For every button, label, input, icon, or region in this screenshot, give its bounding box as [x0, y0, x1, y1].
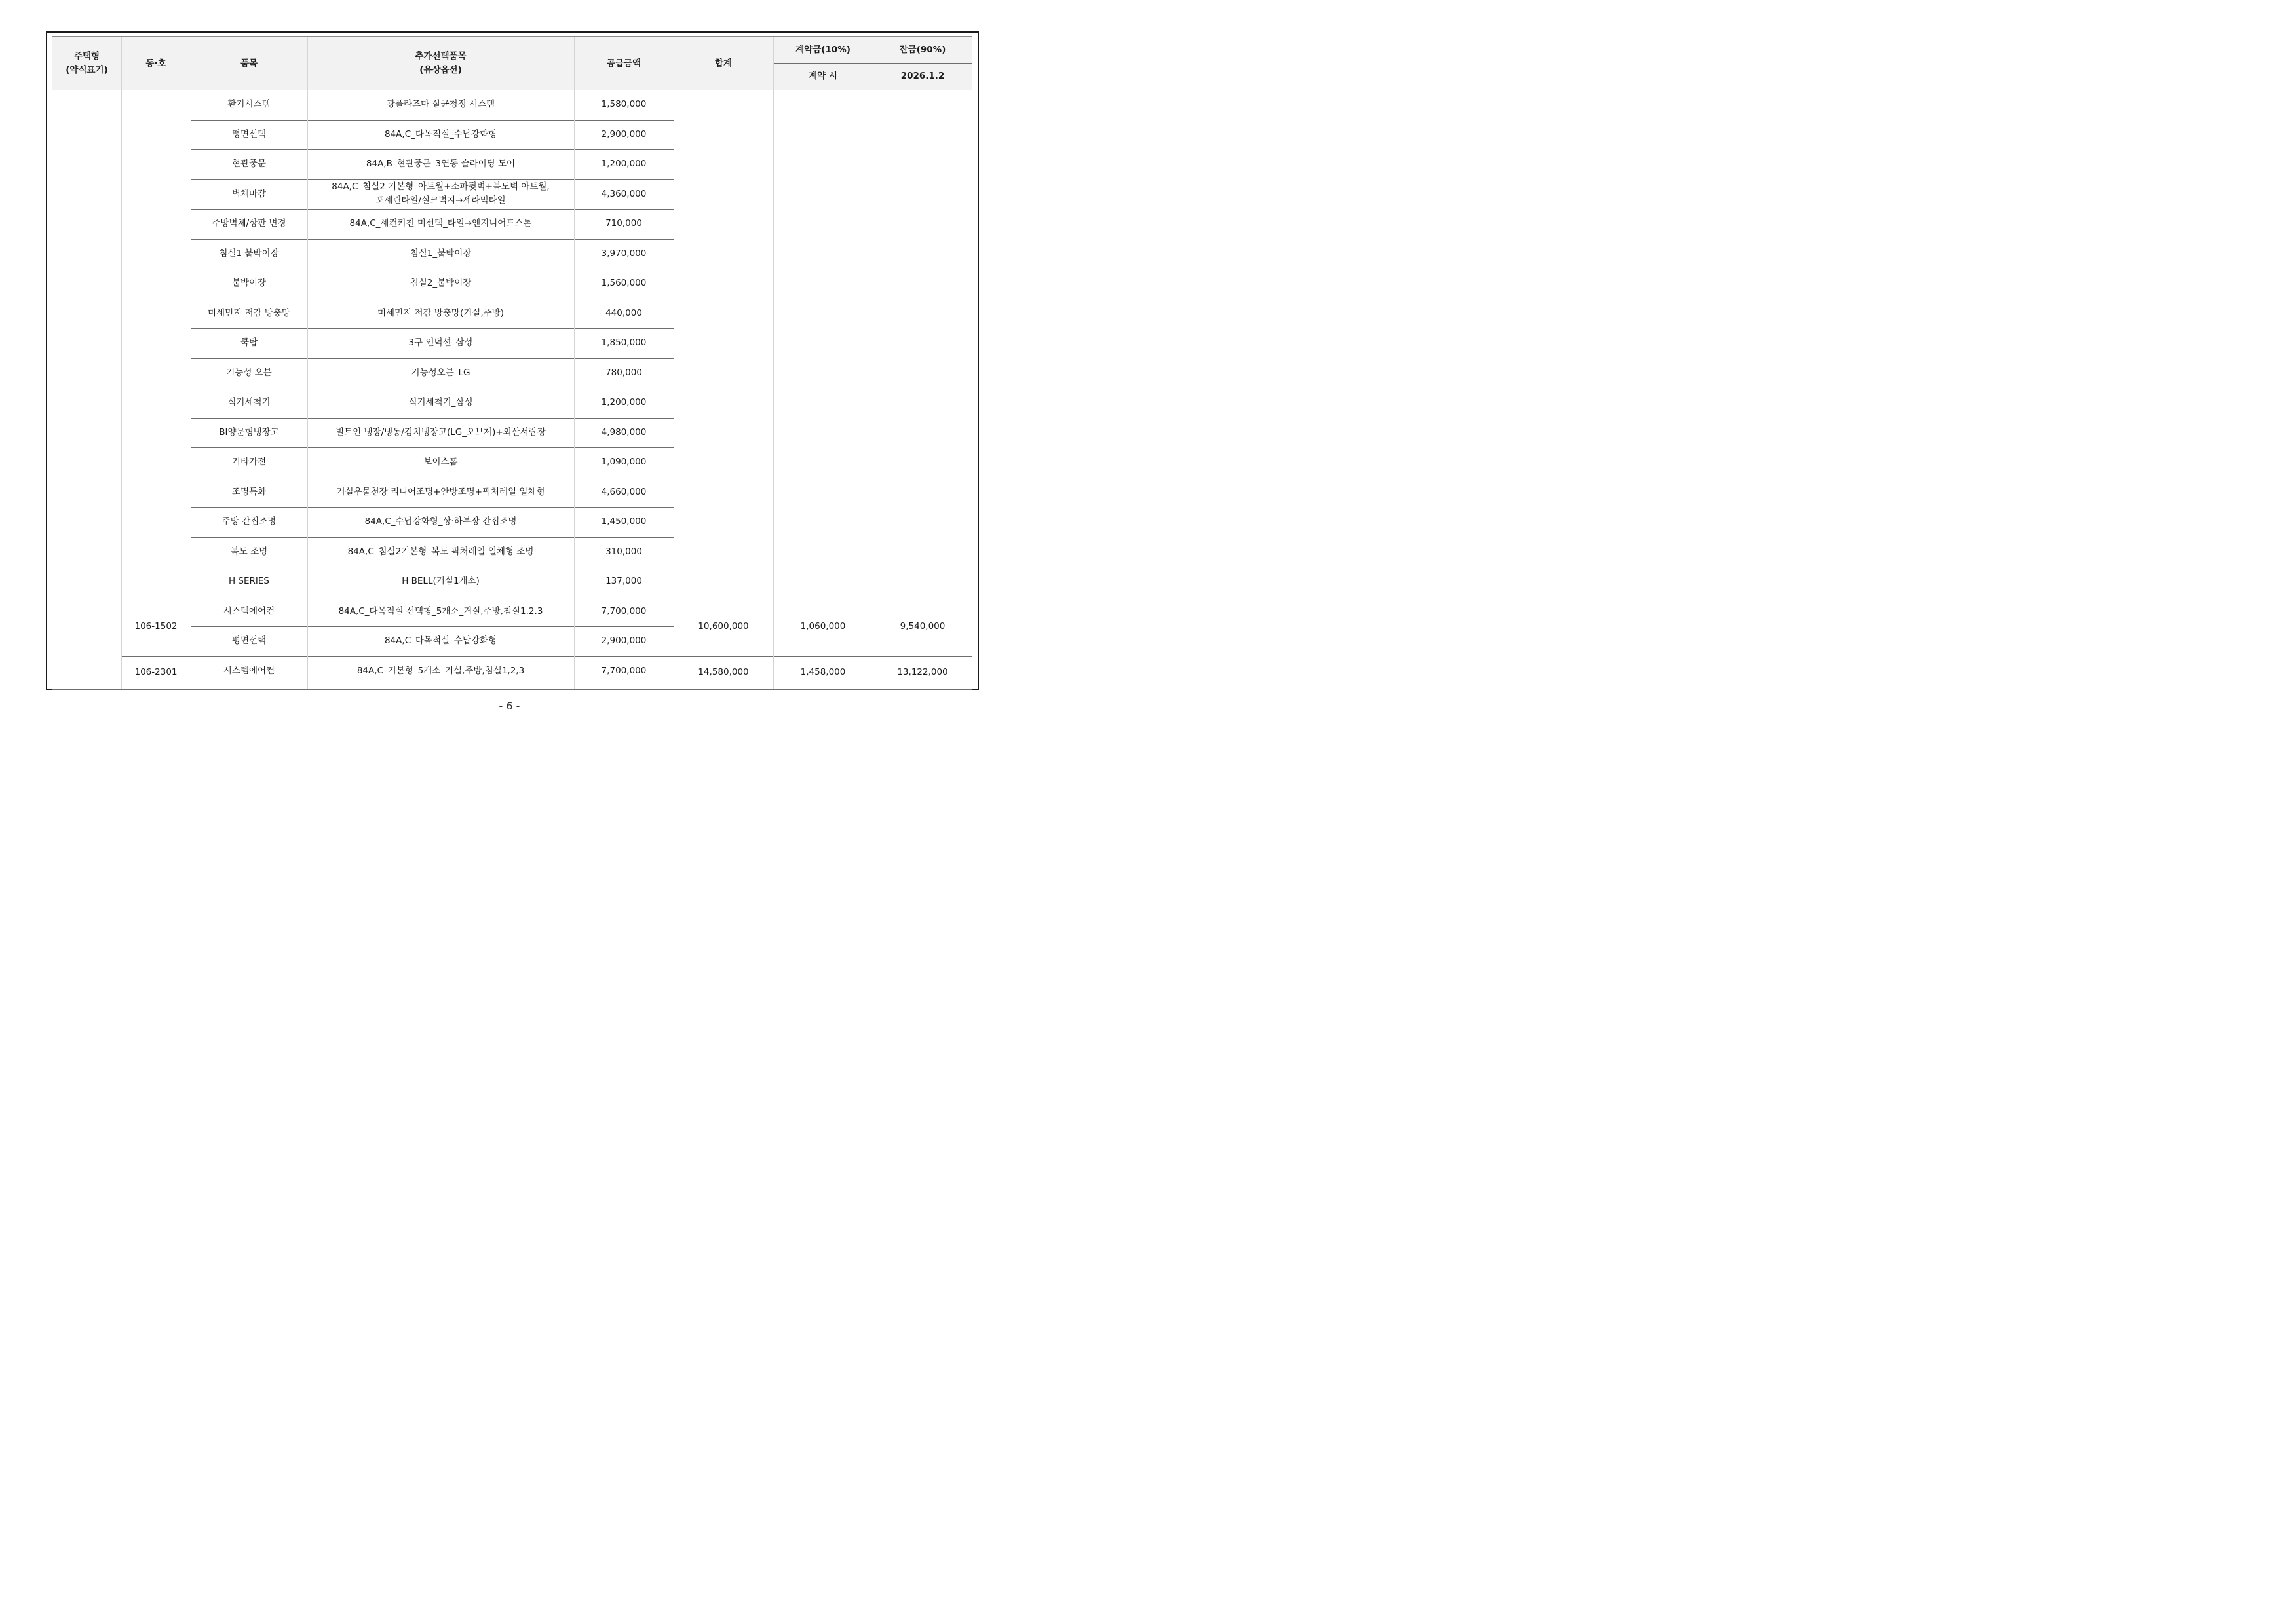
table-row-price: 137,000 — [605, 576, 642, 587]
table-row-option: H BELL(거실1개소) — [402, 576, 480, 587]
table-row-price: 7,700,000 — [601, 605, 647, 616]
table-row-item: 미세먼지 저감 방충망 — [208, 307, 290, 318]
table-row-price: 1,580,000 — [601, 99, 647, 110]
table-row-price: 1,200,000 — [601, 159, 647, 170]
table-row-item: 벽체마감 — [231, 188, 267, 199]
table-row-item: 쿡탑 — [240, 337, 258, 349]
header-unit: 동·호 — [121, 37, 191, 90]
table-row-option: 84A,C_침실2 기본형_아트월+소파뒷벽+복도벽 아트월, 포세린타일/실크벽지→세라믹타일 — [332, 181, 550, 206]
table-row-price: 710,000 — [605, 218, 642, 229]
unit-total: 14,580,000 — [698, 667, 749, 678]
table-row-item: BI양문형냉장고 — [219, 426, 279, 438]
table-row-item: 평면선택 — [231, 128, 267, 140]
table-row-option: 84A,B_현관중문_3연동 슬라이딩 도어 — [366, 159, 516, 170]
unit-group-divider — [121, 656, 972, 657]
unit-deposit: 1,458,000 — [800, 667, 846, 678]
header-deposit: 계약금(10%) — [773, 37, 873, 63]
table-row-item: 복도 조명 — [230, 546, 268, 557]
table-row-item: 환기시스템 — [227, 99, 271, 110]
table-row-option: 침실1_붙박이장 — [410, 248, 472, 259]
table-row-item: 식기세척기 — [227, 397, 271, 408]
header-price: 공급금액 — [574, 37, 674, 90]
table-row-option: 기능성오븐_LG — [411, 367, 470, 378]
table-row-price: 7,700,000 — [601, 665, 647, 676]
table-row-option: 84A,C_다목적실 선택형_5개소_거실,주방,침실1.2.3 — [338, 605, 543, 616]
table-row-item: 시스템에어컨 — [223, 665, 275, 676]
header-item: 품목 — [191, 37, 307, 90]
table-row-price: 3,970,000 — [601, 248, 647, 259]
header-option: 추가선택품목 (유상옵션) — [307, 37, 574, 90]
table-row-price: 1,200,000 — [601, 397, 647, 408]
table-row-item: 침실1 붙박이장 — [219, 248, 279, 259]
table-row-item: 조명특화 — [231, 486, 267, 497]
table-row-option: 거실우물천장 리니어조명+안방조명+픽처레일 일체형 — [336, 486, 545, 497]
unit-number: 106-2301 — [134, 667, 178, 678]
table-row-option: 84A,C_세컨키친 미선택_타일→엔지니어드스톤 — [349, 218, 532, 229]
table-row-option: 빌트인 냉장/냉동/김치냉장고(LG_오브제)+외산서랍장 — [335, 426, 546, 438]
table-row-item: 주방벽체/상판 변경 — [212, 218, 286, 229]
table-row-price: 1,850,000 — [601, 337, 647, 349]
table-row-price: 1,450,000 — [601, 516, 647, 527]
unit-total: 10,600,000 — [698, 620, 749, 632]
table-row-item: 기능성 오븐 — [226, 367, 272, 378]
table-row-item: H SERIES — [228, 576, 269, 587]
table-row-item: 주방 간접조명 — [221, 516, 277, 527]
table-row-option: 84A,C_침실2기본형_복도 픽처레일 일체형 조명 — [347, 546, 534, 557]
page-number: - 6 - — [499, 700, 520, 712]
table-row-option: 84A,C_수납강화형_상·하부장 간접조명 — [364, 516, 517, 527]
header-total: 합계 — [674, 37, 773, 90]
unit-balance: 9,540,000 — [900, 620, 946, 632]
table-row-price: 1,090,000 — [601, 457, 647, 468]
table-row-item: 현관중문 — [231, 159, 267, 170]
table-row-option: 84A,C_다목적실_수납강화형 — [385, 128, 497, 140]
header-deposit-sub: 계약 시 — [773, 63, 873, 90]
header-house-type: 주택형 (약식표기) — [52, 37, 121, 90]
header-balance: 잔금(90%) — [873, 37, 972, 63]
table-row-item: 시스템에어컨 — [223, 605, 275, 616]
table-row-price: 310,000 — [605, 546, 642, 557]
unit-balance: 13,122,000 — [897, 667, 948, 678]
table-row-option: 광플라즈마 살균청정 시스템 — [386, 99, 495, 110]
column-divider — [773, 37, 774, 689]
unit-number: 106-1502 — [134, 620, 178, 632]
table-row-price: 440,000 — [605, 307, 642, 318]
table-row-item: 붙박이장 — [231, 278, 267, 289]
table-row-price: 4,660,000 — [601, 486, 647, 497]
header-balance-sub: 2026.1.2 — [873, 63, 972, 90]
column-divider — [574, 37, 575, 689]
table-row-item: 기타가전 — [231, 457, 267, 468]
table-row-price: 2,900,000 — [601, 635, 647, 647]
table-row-price: 2,900,000 — [601, 128, 647, 140]
table-row-price: 780,000 — [605, 367, 642, 378]
table-row-item: 평면선택 — [231, 635, 267, 647]
unit-deposit: 1,060,000 — [800, 620, 846, 632]
table-row-option: 3구 인덕션_삼성 — [408, 337, 473, 349]
table-row-price: 4,360,000 — [601, 188, 647, 199]
table-row-option: 84A,C_기본형_5개소_거실,주방,침실1,2,3 — [356, 665, 525, 676]
table-row-price: 1,560,000 — [601, 278, 647, 289]
table-row-option: 식기세척기_삼성 — [408, 397, 473, 408]
table-row-option: 침실2_붙박이장 — [410, 278, 472, 289]
table-bottom-rule — [52, 689, 972, 690]
column-divider — [307, 37, 308, 689]
table-row-option: 미세먼지 저감 방충망(거실,주방) — [377, 307, 504, 318]
table-row-option: 84A,C_다목적실_수납강화형 — [385, 635, 497, 647]
table-row-option: 보이스홈 — [423, 457, 458, 468]
table-row-price: 4,980,000 — [601, 426, 647, 438]
column-divider — [121, 37, 122, 689]
